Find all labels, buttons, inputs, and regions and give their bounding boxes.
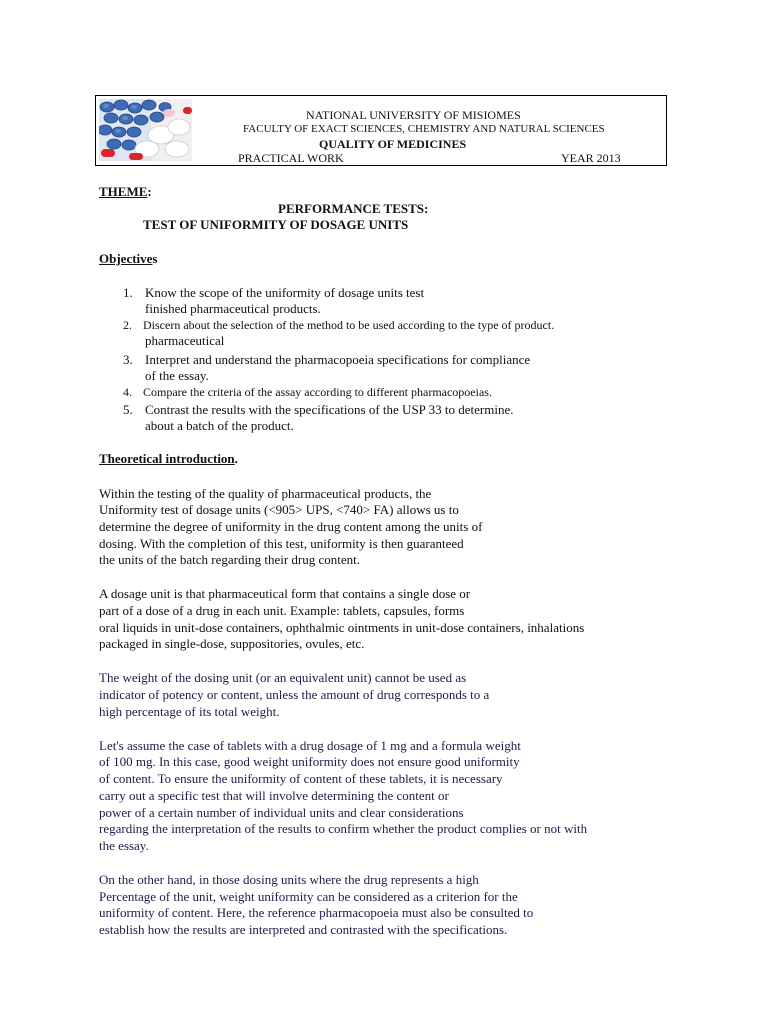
para5-line1: On the other hand, in those dosing units where the drug represents a high: [99, 872, 479, 887]
objective-5-line2: about a batch of the product.: [145, 418, 294, 433]
objective-3-line2: of the essay.: [145, 368, 209, 383]
para1-line1: Within the testing of the quality of pharmaceutical products, the: [99, 486, 432, 501]
theme-title-line2: TEST OF UNIFORMITY OF DOSAGE UNITS: [143, 217, 409, 232]
pills-image: [99, 99, 192, 161]
year-label: YEAR 2013: [561, 151, 621, 165]
para2-line3: oral liquids in unit-dose containers, ophthalmic ointments in unit-dose containers, inhalations: [99, 620, 585, 635]
objective-4-num: 4.: [123, 385, 132, 399]
para3-line1: The weight of the dosing unit (or an equivalent unit) cannot be used as: [99, 670, 467, 685]
para2-line4: packaged in single-dose, suppositories, ovules, etc.: [99, 636, 365, 651]
para4-line6: regarding the interpretation of the results to confirm whether the product complies or not with: [99, 821, 588, 836]
work-type: PRACTICAL WORK: [238, 151, 344, 165]
theme-heading: [99, 184, 152, 200]
para1-line3: determine the degree of uniformity in the drug content among the units of: [99, 519, 483, 534]
objectives-heading: Objectives: [99, 251, 158, 266]
objective-2-line2: pharmaceutical: [145, 333, 225, 348]
objective-1-num: 1.: [123, 285, 133, 300]
objective-1-line2: finished pharmaceutical products.: [145, 301, 321, 316]
para4-line1: Let's assume the case of tablets with a drug dosage of 1 mg and a formula weight: [99, 738, 521, 753]
objective-2-num: 2.: [123, 318, 132, 332]
faculty-name: FACULTY OF EXACT SCIENCES, CHEMISTRY AND NATURAL SCIENCES: [243, 123, 605, 135]
para4-line2: of 100 mg. In this case, good weight uniformity does not ensure good uniformity: [99, 754, 520, 769]
theory-heading: Theoretical introduction.: [99, 451, 238, 466]
para5-line2: Percentage of the unit, weight uniformity can be considered as a criterion for the: [99, 889, 518, 904]
objective-1-line1: Know the scope of the uniformity of dosage units test: [145, 285, 425, 300]
para4-line7: the essay.: [99, 838, 149, 853]
para1-line4: dosing. With the completion of this test, uniformity is then guaranteed: [99, 536, 464, 551]
objective-3-line1: Interpret and understand the pharmacopoeia specifications for compliance: [145, 352, 531, 367]
para1-line5: the units of the batch regarding their drug content.: [99, 552, 361, 567]
para3-line3: high percentage of its total weight.: [99, 704, 280, 719]
theme-colon: :: [147, 184, 152, 199]
course-name: QUALITY OF MEDICINES: [319, 137, 467, 151]
para4-line5: power of a certain number of individual units and clear considerations: [99, 805, 464, 820]
para4-line3: of content. To ensure the uniformity of content of these tablets, it is necessary: [99, 771, 503, 786]
pills-photo: [99, 99, 192, 161]
theme-title-line1: PERFORMANCE TESTS:: [278, 201, 429, 216]
para5-line3: uniformity of content. Here, the reference pharmacopoeia must also be consulted to: [99, 905, 534, 920]
para1-line2: Uniformity test of dosage units (<905> UPS, <740> FA) allows us to: [99, 502, 459, 517]
para5-line4: establish how the results are interpreted and contrasted with the specifications.: [99, 922, 508, 937]
para2-line1: A dosage unit is that pharmaceutical form that contains a single dose or: [99, 586, 471, 601]
objective-3-num: 3.: [123, 352, 133, 367]
objective-5-line1: Contrast the results with the specifications of the USP 33 to determine.: [145, 402, 514, 417]
para3-line2: indicator of potency or content, unless the amount of drug corresponds to a: [99, 687, 490, 702]
objective-4-line1: Compare the criteria of the assay according to different pharmacopoeias.: [143, 385, 492, 399]
document-header: [95, 95, 667, 166]
para2-line2: part of a dose of a drug in each unit. Example: tablets, capsules, forms: [99, 603, 465, 618]
university-name: NATIONAL UNIVERSITY OF MISIOMES: [306, 108, 521, 122]
objective-5-num: 5.: [123, 402, 133, 417]
objective-2-line1: Discern about the selection of the method to be used according to the type of product.: [143, 318, 555, 332]
para4-line4: carry out a specific test that will involve determining the content or: [99, 788, 449, 803]
theme-label: THEME: [99, 184, 148, 199]
